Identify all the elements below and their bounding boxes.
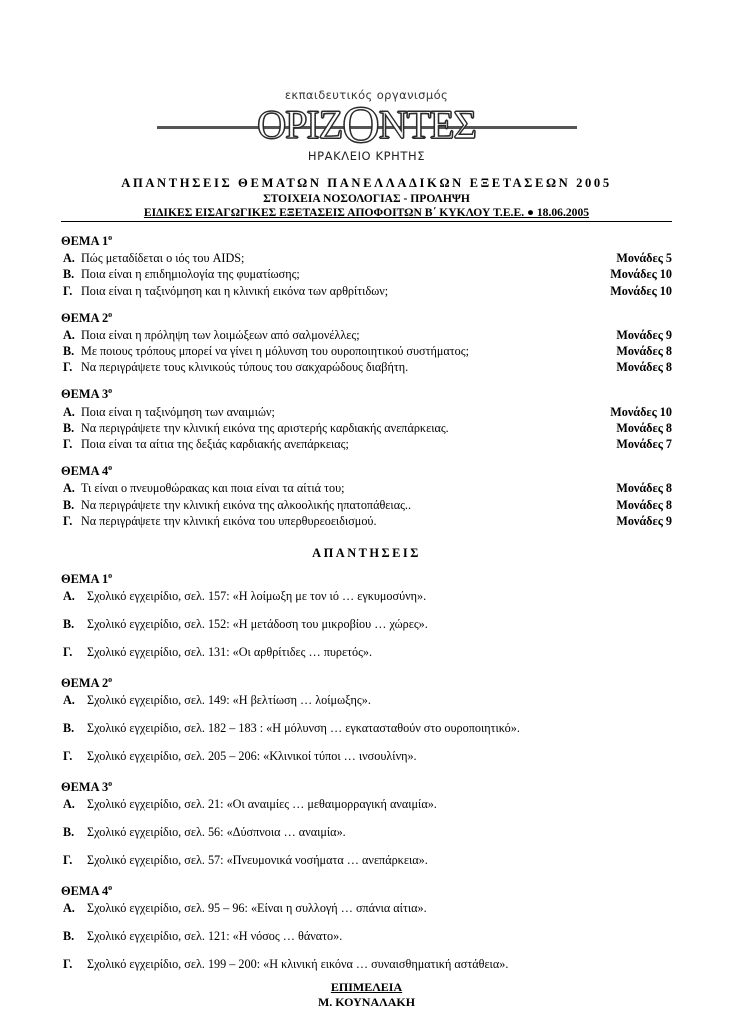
answer-letter: Β. <box>63 721 75 736</box>
theme-heading-ordinal: ο <box>108 779 113 789</box>
page-title: ΑΠΑΝΤΗΣΕΙΣ ΘΕΜΑΤΩΝ ΠΑΝΕΛΛΑΔΙΚΩΝ ΕΞΕΤΑΣΕΩΝ 2005 <box>121 176 612 190</box>
question-theme-2 <box>61 307 672 376</box>
question-marks: Μονάδες 8 <box>616 344 672 359</box>
question-theme-4 <box>61 460 672 529</box>
answer-letter: Β. <box>63 617 75 632</box>
questions-section <box>61 230 672 529</box>
question-row <box>61 404 672 420</box>
question-marks: Μονάδες 10 <box>610 267 672 282</box>
theme-heading-ordinal: ο <box>108 570 113 580</box>
theme-heading-label: ΘΕΜΑ 4 <box>61 884 109 899</box>
organization-city: ΗΡΑΚΛΕΙΟ ΚΡΗΤΗΣ <box>307 149 426 163</box>
question-row <box>61 359 672 375</box>
question-text: Να περιγράψετε την κλινική εικόνα της αλκοολικής ηπατοπάθειας.. <box>81 497 411 512</box>
question-letter: Α. <box>63 404 75 419</box>
answer-text: Σχολικό εγχειρίδιο, σελ. 121: «Η νόσος … θάνατο». <box>87 929 343 944</box>
question-marks: Μονάδες 9 <box>616 327 672 342</box>
answer-theme-2 <box>61 672 672 764</box>
answer-row <box>61 824 672 840</box>
answer-theme-4 <box>61 880 672 972</box>
answer-text: Σχολικό εγχειρίδιο, σελ. 95 – 96: «Είναι η συλλογή … σπάνια αίτια». <box>87 901 427 916</box>
organization-logo <box>257 97 476 154</box>
question-theme-3 <box>61 383 672 452</box>
answer-text: Σχολικό εγχειρίδιο, σελ. 199 – 200: «Η κλινική εικόνα … συναισθηματική αστάθεια». <box>87 957 509 972</box>
letterhead <box>61 0 672 163</box>
subject-title: ΣΤΟΙΧΕΙΑ ΝΟΣΟΛΟΓΙΑΣ - ΠΡΟΛΗΨΗ <box>263 192 470 205</box>
answer-row <box>61 720 672 736</box>
theme-heading-ordinal: ο <box>108 386 113 396</box>
theme-heading-ordinal: ο <box>108 883 113 893</box>
logo-text-suffix: ΝΤΕΣ <box>378 102 476 147</box>
question-text: Πώς μεταδίδεται ο ιός του AIDS; <box>81 251 245 266</box>
question-marks: Μονάδες 10 <box>610 283 672 298</box>
question-text: Να περιγράψετε την κλινική εικόνα του υπερθυρεοειδισμού. <box>81 513 377 528</box>
question-marks: Μονάδες 8 <box>616 360 672 375</box>
answer-letter: Β. <box>63 825 75 840</box>
answer-text: Σχολικό εγχειρίδιο, σελ. 21: «Οι αναιμίες … μεθαιμορραγική αναιμία». <box>87 797 437 812</box>
question-text: Ποια είναι η πρόληψη των λοιμώξεων από σαλμονέλλες; <box>81 327 360 342</box>
answers-heading: ΑΠΑΝΤΗΣΕΙΣ <box>312 545 421 560</box>
theme-heading <box>61 230 672 249</box>
question-row <box>61 266 672 282</box>
answer-text: Σχολικό εγχειρίδιο, σελ. 149: «Η βελτίωση … λοίμωξης». <box>87 693 371 708</box>
question-text: Να περιγράψετε τους κλινικούς τύπους του σακχαρώδους διαβήτη. <box>81 360 409 375</box>
answers-section <box>61 546 672 973</box>
logo-text-bigo: Ο <box>342 97 379 154</box>
question-letter: Α. <box>63 481 75 496</box>
answer-row <box>61 900 672 916</box>
theme-heading-ordinal: ο <box>108 675 113 685</box>
answer-letter: Γ. <box>63 957 73 972</box>
theme-heading <box>61 383 672 402</box>
question-letter: Β. <box>63 267 75 282</box>
answer-row <box>61 852 672 868</box>
question-letter: Β. <box>63 497 75 512</box>
question-letter: Β. <box>63 420 75 435</box>
theme-heading-label: ΘΕΜΑ 1 <box>61 234 109 249</box>
answer-text: Σχολικό εγχειρίδιο, σελ. 57: «Πνευμονικά νοσήματα … ανεπάρκεια». <box>87 853 428 868</box>
question-letter: Γ. <box>63 513 73 528</box>
answer-row <box>61 928 672 944</box>
question-row <box>61 250 672 266</box>
logo-text-prefix: ΟΡΙΖ <box>257 102 343 147</box>
question-theme-1 <box>61 230 672 299</box>
question-text: Ποια είναι η ταξινόμηση των αναιμιών; <box>81 404 275 419</box>
question-text: Να περιγράψετε την κλινική εικόνα της αριστερής καρδιακής ανεπάρκειας. <box>81 420 449 435</box>
question-letter: Α. <box>63 251 75 266</box>
question-text: Τι είναι ο πνευμοθώρακας και ποια είναι τα αίτιά του; <box>81 481 345 496</box>
question-letter: Β. <box>63 344 75 359</box>
organization-tagline: εκπαιδευτικός οργανισμός <box>284 88 449 102</box>
question-marks: Μονάδες 8 <box>616 481 672 496</box>
answer-theme-1 <box>61 568 672 660</box>
question-letter: Γ. <box>63 437 73 451</box>
theme-heading-ordinal: ο <box>108 309 113 319</box>
question-row <box>61 420 672 436</box>
answer-theme-3 <box>61 776 672 868</box>
answer-letter: Β. <box>63 929 75 944</box>
theme-heading-label: ΘΕΜΑ 2 <box>61 676 109 691</box>
question-row <box>61 283 672 299</box>
theme-heading <box>61 672 672 691</box>
answer-text: Σχολικό εγχειρίδιο, σελ. 157: «Η λοίμωξη με τον ιό … εγκυμοσύνη». <box>87 589 427 604</box>
answer-row <box>61 644 672 660</box>
answer-letter: Α. <box>63 797 75 812</box>
answer-letter: Γ. <box>63 645 73 660</box>
answer-letter: Α. <box>63 901 75 916</box>
document-footer <box>61 980 672 1010</box>
answer-letter: Α. <box>63 589 75 604</box>
question-marks: Μονάδες 8 <box>616 420 672 435</box>
answer-row <box>61 588 672 604</box>
theme-heading <box>61 880 672 899</box>
question-text: Ποια είναι η επιδημιολογία της φυματίωσης; <box>81 267 300 282</box>
question-marks: Μονάδες 9 <box>616 513 672 528</box>
answer-row <box>61 616 672 632</box>
question-row <box>61 343 672 359</box>
theme-heading-label: ΘΕΜΑ 1 <box>61 572 109 587</box>
theme-heading-ordinal: ο <box>108 463 113 473</box>
question-letter: Γ. <box>63 360 73 375</box>
answer-letter: Γ. <box>63 749 73 764</box>
question-letter: Γ. <box>63 283 73 298</box>
answer-row <box>61 748 672 764</box>
answer-text: Σχολικό εγχειρίδιο, σελ. 131: «Οι αρθρίτιδες … πυρετός». <box>87 645 373 660</box>
theme-heading <box>61 460 672 479</box>
question-text: Με ποιους τρόπους μπορεί να γίνει η μόλυνση του ουροποιητικού συστήματος; <box>81 344 469 359</box>
question-text: Ποια είναι τα αίτια της δεξιάς καρδιακής ανεπάρκειας; <box>81 437 349 451</box>
theme-heading <box>61 776 672 795</box>
answer-text: Σχολικό εγχειρίδιο, σελ. 205 – 206: «Κλινικοί τύποι … ινσουλίνη». <box>87 749 417 764</box>
logo-wrap <box>157 97 577 154</box>
question-row <box>61 480 672 496</box>
question-marks: Μονάδες 10 <box>610 404 672 419</box>
theme-heading-label: ΘΕΜΑ 4 <box>61 464 109 479</box>
question-letter: Α. <box>63 327 75 342</box>
header-divider <box>61 221 672 222</box>
question-row <box>61 513 672 529</box>
question-marks: Μονάδες 7 <box>616 437 672 451</box>
editor-name: Μ. ΚΟΥΝΑΛΑΚΗ <box>317 995 416 1010</box>
question-row <box>61 327 672 343</box>
answer-row <box>61 796 672 812</box>
question-text: Ποια είναι η ταξινόμηση και η κλινική εικόνα των αρθρίτιδων; <box>81 283 389 298</box>
theme-heading-label: ΘΕΜΑ 2 <box>61 310 109 325</box>
theme-heading-label: ΘΕΜΑ 3 <box>61 780 109 795</box>
question-marks: Μονάδες 8 <box>616 497 672 512</box>
editor-label: ΕΠΙΜΕΛΕΙΑ <box>330 980 403 995</box>
theme-heading-label: ΘΕΜΑ 3 <box>61 387 109 402</box>
answer-row <box>61 692 672 708</box>
answer-letter: Α. <box>63 693 75 708</box>
answer-row <box>61 956 672 972</box>
answer-text: Σχολικό εγχειρίδιο, σελ. 56: «Δύσπνοια … αναιμία». <box>87 825 346 840</box>
document-title-block <box>61 176 672 219</box>
question-row <box>61 497 672 513</box>
answer-text: Σχολικό εγχειρίδιο, σελ. 182 – 183 : «Η μόλυνση … εγκατασταθούν στο ουροποιητικό». <box>87 721 520 736</box>
theme-heading-ordinal: ο <box>108 233 113 242</box>
answer-letter: Γ. <box>63 853 73 868</box>
theme-heading <box>61 568 672 587</box>
question-row <box>61 436 672 452</box>
answer-text: Σχολικό εγχειρίδιο, σελ. 152: «Η μετάδοση του μικροβίου … χώρες». <box>87 617 428 632</box>
question-marks: Μονάδες 5 <box>616 251 672 266</box>
exam-line: ΕΙΔΙΚΕΣ ΕΙΣΑΓΩΓΙΚΕΣ ΕΞΕΤΑΣΕΙΣ ΑΠΟΦΟΙΤΩΝ Β΄ ΚΥΚΛΟΥ Τ.Ε.Ε. ● 18.06.2005 <box>143 206 590 219</box>
theme-heading <box>61 307 672 326</box>
